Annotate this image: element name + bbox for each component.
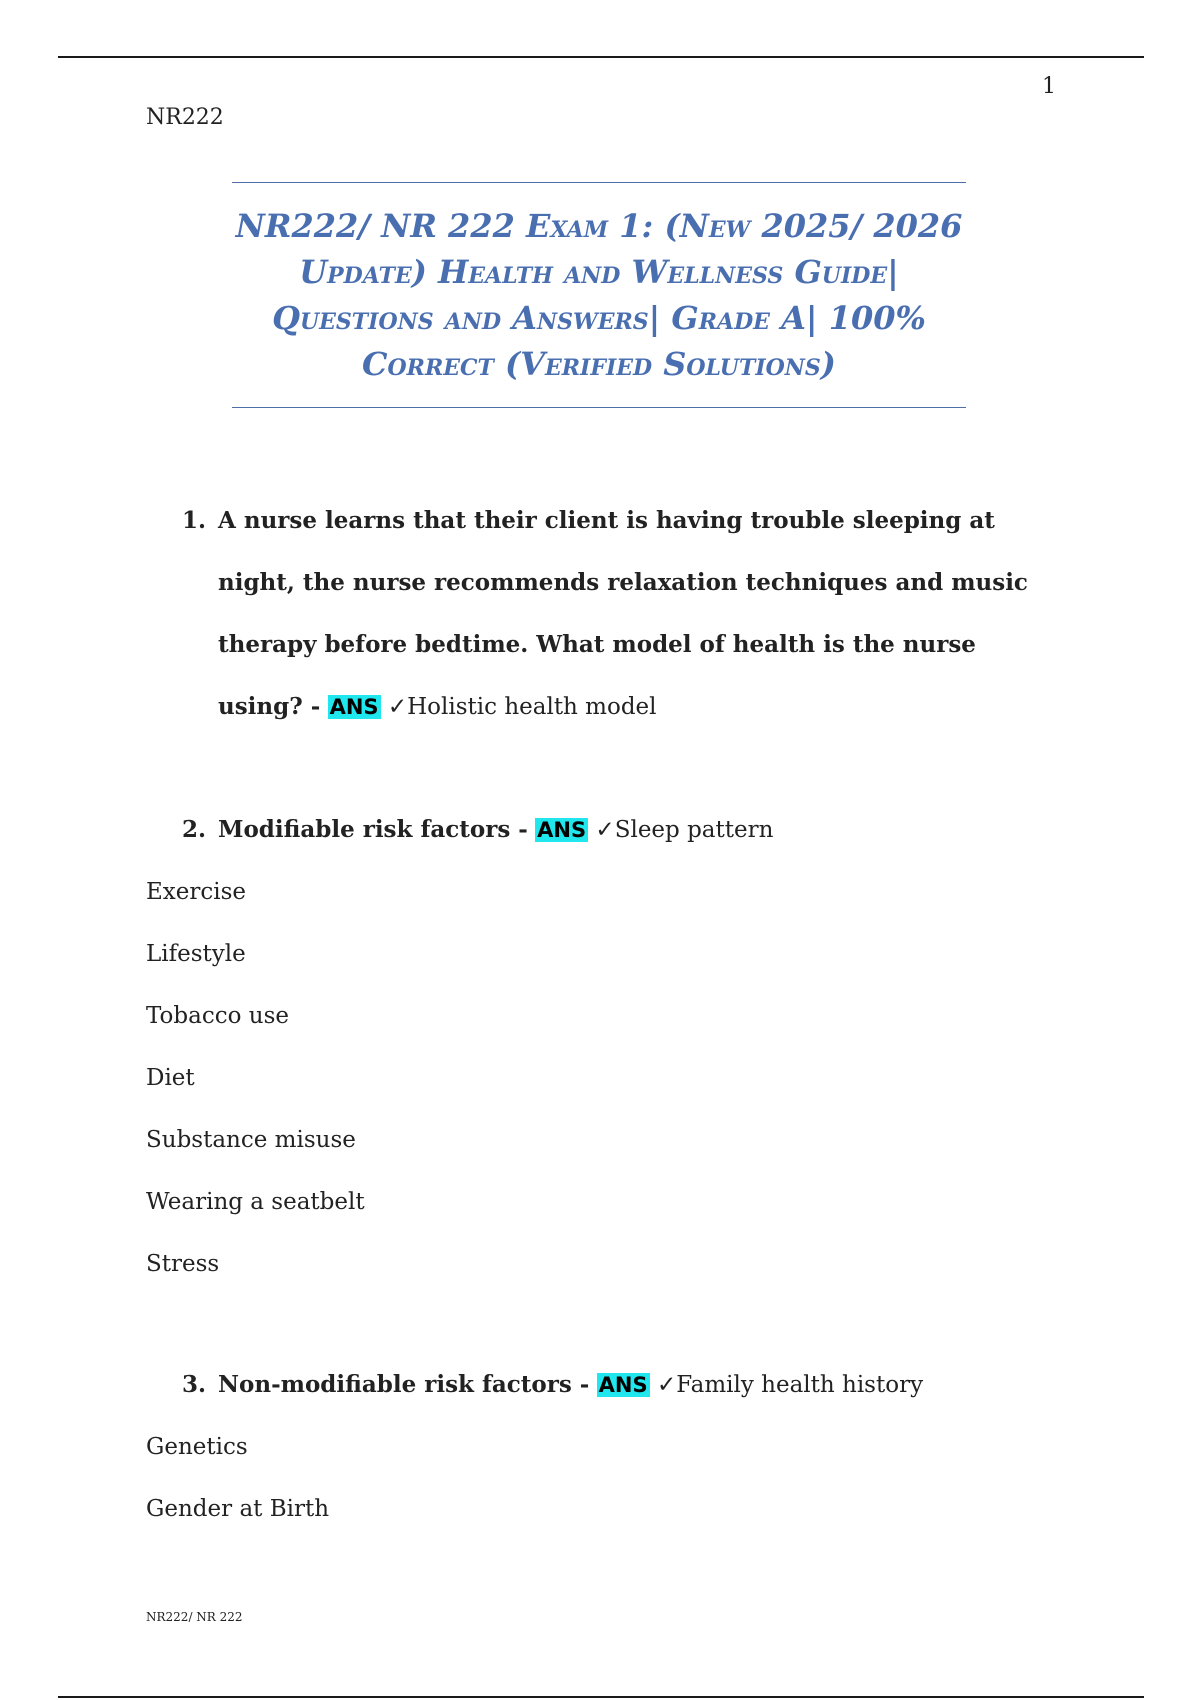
header-course-code: NR222 bbox=[146, 105, 224, 130]
document-title bbox=[232, 203, 966, 387]
question-body bbox=[218, 799, 1068, 861]
question-body bbox=[218, 1354, 1068, 1416]
answer-list bbox=[146, 861, 365, 1295]
question-item bbox=[182, 799, 1062, 861]
top-rule bbox=[58, 56, 1144, 58]
answer-list bbox=[146, 1416, 329, 1540]
question-text: Modifiable risk factors - bbox=[218, 816, 528, 843]
list-item: Wearing a seatbelt bbox=[146, 1189, 365, 1215]
ans-highlight: ANS bbox=[537, 818, 587, 842]
question-number: 3. bbox=[182, 1371, 207, 1398]
list-item: Genetics bbox=[146, 1434, 248, 1460]
question-number: 1. bbox=[182, 507, 207, 534]
title-box bbox=[232, 182, 966, 408]
question-number: 2. bbox=[182, 816, 207, 843]
question-text: Non-modifiable risk factors - bbox=[218, 1371, 590, 1398]
answer-text: Holistic health model bbox=[407, 694, 657, 720]
question-body bbox=[218, 490, 1068, 738]
answer-text: Family health history bbox=[676, 1372, 924, 1398]
list-item: Substance misuse bbox=[146, 1127, 356, 1153]
bottom-rule bbox=[58, 1696, 1144, 1698]
list-item: Diet bbox=[146, 1065, 195, 1091]
question-item bbox=[182, 1354, 1062, 1416]
question-text: A nurse learns that their client is having trouble sleeping at night, the nurse recommends relaxation techniques and music therapy before bedtime. What model of health is the nurse using? - bbox=[218, 507, 1028, 720]
ans-highlight: ANS bbox=[329, 695, 379, 719]
list-item: Gender at Birth bbox=[146, 1496, 330, 1522]
title-line: Update) Health and Wellness Guide| bbox=[299, 253, 899, 291]
title-line: Questions and Answers| Grade A| 100% bbox=[272, 299, 926, 337]
answer-text: Sleep pattern bbox=[614, 817, 774, 843]
footer-text: NR222/ NR 222 bbox=[146, 1610, 243, 1624]
check-mark-icon: ✓ bbox=[656, 1372, 677, 1398]
question-item bbox=[182, 490, 1062, 720]
list-item: Exercise bbox=[146, 879, 247, 905]
title-line: Correct (Verified Solutions) bbox=[362, 345, 836, 383]
check-mark-icon: ✓ bbox=[387, 694, 408, 720]
list-item: Tobacco use bbox=[146, 1003, 289, 1029]
check-mark-icon: ✓ bbox=[595, 817, 615, 843]
page-number: 1 bbox=[1042, 74, 1056, 99]
title-line: NR222/ NR 222 Exam 1: (New 2025/ 2026 bbox=[235, 207, 963, 245]
list-item: Stress bbox=[146, 1251, 220, 1277]
list-item: Lifestyle bbox=[146, 941, 246, 967]
ans-highlight: ANS bbox=[598, 1373, 648, 1397]
